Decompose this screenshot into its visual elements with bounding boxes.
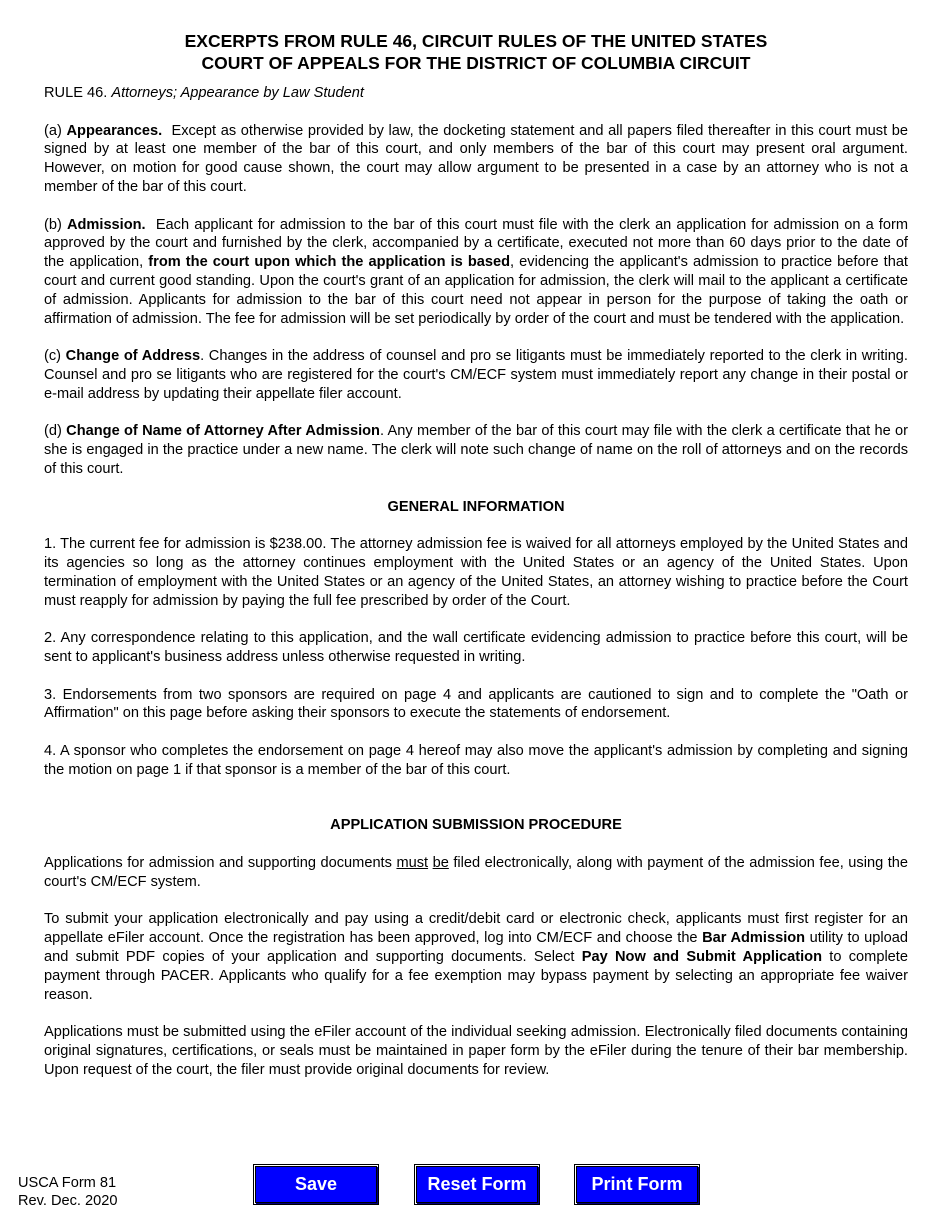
submission-p1-pre: Applications for admission and supporting documents: [44, 855, 392, 872]
submission-paragraph-3: Applications must be submitted using the eFiler account of the individual seeking admission. Electronically filed documents containing original signatures, certifications, or seals must be maintained in paper form by the eFiler during the tenure of their bar membership. Upon request of the court, the filer must provide original documents for review.: [44, 1024, 908, 1078]
document-body: [44, 30, 908, 1098]
section-a-prefix: (a): [44, 122, 62, 139]
section-b: [44, 216, 908, 329]
section-d: [44, 422, 908, 478]
rule-number: RULE 46.: [44, 85, 108, 101]
general-item-2: 2. Any correspondence relating to this application, and the wall certificate evidencing admission to practice before this court, will be sent to applicant's business address unless otherwise requested in writing.: [44, 630, 908, 665]
save-button[interactable]: Save: [253, 1164, 379, 1205]
submission-p1-post: filed electronically, along with payment of the admission fee, using the court's CM/ECF system.: [44, 855, 908, 890]
form-identifier: [18, 1174, 118, 1210]
page-title: [44, 30, 908, 74]
general-item-1: 1. The current fee for admission is $238.00. The attorney admission fee is waived for all attorneys employed by the United States and its agencies so long as the attorney continues employment with the United States or an agency of the United States. Upon termination of employment with the United States or an agency of the United States, an attorney wishing to practice before the Court must reapply for admission by paying the full fee prescribed by order of the Court.: [44, 536, 908, 609]
form-name: USCA Form 81: [18, 1175, 117, 1191]
section-a-heading: Appearances.: [66, 122, 163, 139]
section-c-heading: Change of Address: [65, 348, 201, 365]
submission-p2-bar-admission: Bar Admission: [702, 930, 806, 947]
section-d-heading: Change of Name of Attorney After Admission: [66, 423, 380, 440]
submission-p2-post: to complete payment through PACER. Applicants who qualify for a fee exemption may bypass payment by selecting an appropriate fee waiver reason.: [44, 949, 908, 1003]
general-item-3: 3. Endorsements from two sponsors are required on page 4 and applicants are cautioned to sign and to complete the "Oath or Affirmation" on this page before asking their sponsors to execute the statements of endorsement.: [44, 686, 908, 722]
section-d-text: . Any member of the bar of this court may file with the clerk a certificate that he or she is engaged in the practice under a new name. The clerk will note such change of name on the roll of attorneys and on the records of this court.: [44, 423, 908, 477]
section-b-bold-text: from the court upon which the application is based: [148, 254, 511, 271]
submission-p2-pay-now: Pay Now and Submit Application: [581, 949, 822, 966]
section-b-text-2: , evidencing the applicant's admission to practice before that court and current good standing. Upon the court's grant of an application for admission, the clerk will mail to the applicant a certificate of admission. Applicants for admission to the bar of this court need not appear in person for the purpose of taking the oath or affirmation of admission. The fee for admission will be set periodically by order of the court and must be tendered with the application.: [44, 254, 908, 327]
submission-paragraph-2: [44, 910, 908, 1004]
section-a-text: Except as otherwise provided by law, the docketing statement and all papers filed thereafter in this court must be signed by at least one member of the bar of this court, and only members of the bar of this court may present oral argument. However, on motion for good cause shown, the court may allow argument to be presented in a case by an attorney who is not a member of the bar of this court.: [44, 122, 908, 195]
form-revision: Rev. Dec. 2020: [18, 1193, 118, 1209]
submission-p2-mid: utility to upload and submit PDF copies of your application and supporting documents. Select: [44, 930, 908, 966]
rule-heading: [44, 84, 908, 103]
section-a: [44, 122, 908, 197]
section-b-prefix: (b): [44, 216, 62, 233]
rule-name: Attorneys; Appearance by Law Student: [111, 85, 364, 101]
section-c: [44, 347, 908, 403]
reset-form-button[interactable]: Reset Form: [414, 1164, 540, 1205]
section-c-text: . Changes in the address of counsel and pro se litigants must be immediately reported to the clerk in writing. Counsel and pro se litigants who are registered for the court's CM/ECF system must immediately report any change in their postal or e-mail address by updating their appellate filer account.: [44, 348, 908, 402]
section-d-prefix: (d): [44, 423, 62, 440]
submission-p1-must: must: [396, 855, 429, 872]
section-b-heading: Admission.: [66, 216, 146, 233]
section-b-text-1: Each applicant for admission to the bar of this court must file with the clerk an application for admission on a form approved by the court and furnished by the clerk, accompanied by a certificate, executed not more than 60 days prior to the date of the application,: [44, 216, 908, 271]
general-information-heading: GENERAL INFORMATION: [387, 498, 565, 515]
general-item-4: 4. A sponsor who completes the endorsement on page 4 hereof may also move the applicant's admission by completing and signing the motion on page 1 if that sponsor is a member of the bar of this court.: [44, 742, 908, 778]
section-c-prefix: (c): [44, 348, 62, 365]
submission-p1-be: be: [432, 855, 449, 872]
print-form-button[interactable]: Print Form: [574, 1164, 700, 1205]
title-line-2: COURT OF APPEALS FOR THE DISTRICT OF COLUMBIA CIRCUIT: [201, 53, 751, 73]
submission-p2-pre: To submit your application electronically and pay using a credit/debit card or electronic check, applicants must first register for an appellate eFiler account. Once the registration has been approved, log into CM/ECF and choose the: [44, 911, 908, 947]
title-line-1: EXCERPTS FROM RULE 46, CIRCUIT RULES OF THE UNITED STATES: [184, 31, 768, 51]
submission-paragraph-1: [44, 854, 908, 892]
submission-heading: APPLICATION SUBMISSION PROCEDURE: [330, 817, 622, 834]
